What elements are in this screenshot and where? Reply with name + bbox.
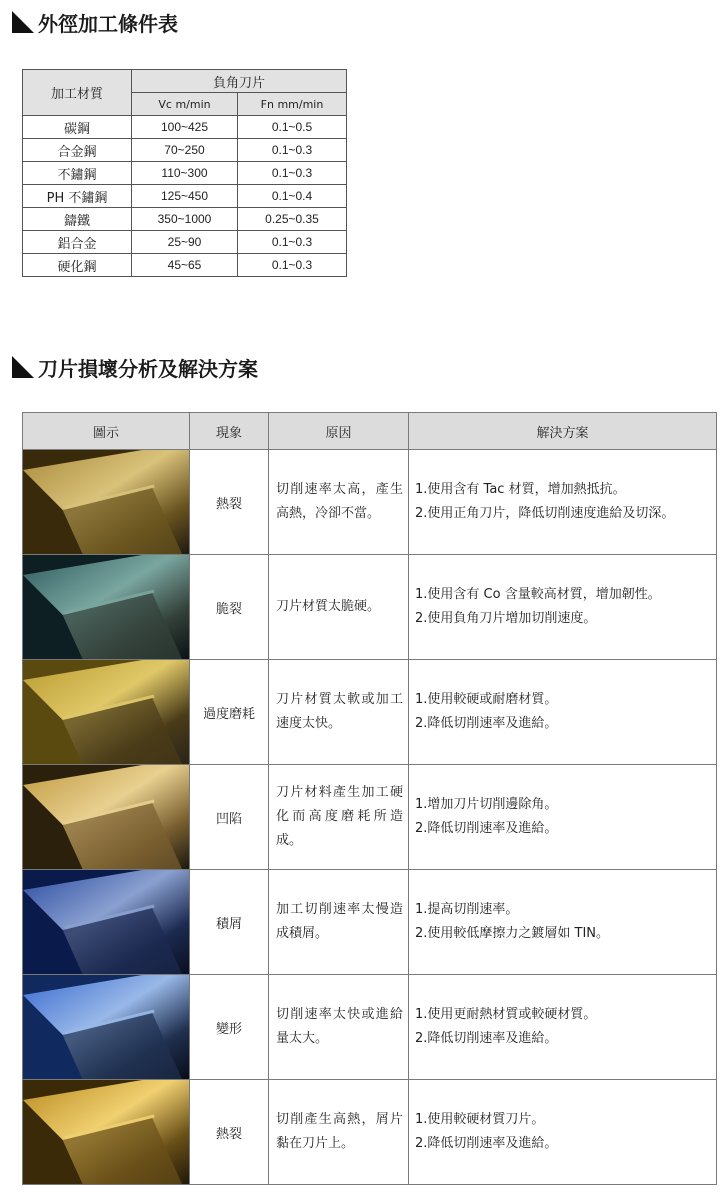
insert-photo — [23, 660, 189, 764]
insert-photo — [23, 555, 189, 659]
cause-cell: 切削速率太高，產生高熱，冷卻不當。 — [269, 450, 409, 555]
fn-cell: 0.25~0.35 — [238, 208, 347, 231]
table-row — [23, 450, 717, 555]
material-cell: 硬化鋼 — [23, 254, 132, 277]
table-row — [23, 116, 347, 139]
material-header: 加工材質 — [23, 70, 132, 116]
fn-cell: 0.1~0.3 — [238, 254, 347, 277]
solution-line: 1.提高切削速率。 — [415, 902, 519, 917]
cause-cell: 刀片材料產生加工硬化而高度磨耗所造成。 — [269, 765, 409, 870]
solution-cell — [409, 555, 717, 660]
phenomenon-cell: 熱裂 — [190, 1080, 269, 1185]
phenomenon-cell: 脆裂 — [190, 555, 269, 660]
cause-cell: 加工切削速率太慢造成積屑。 — [269, 870, 409, 975]
vc-cell: 110~300 — [132, 162, 238, 185]
solution-cell — [409, 660, 717, 765]
solution-line: 2.使用正角刀片，降低切削速度進給及切深。 — [415, 506, 675, 521]
cause-cell: 刀片材質太軟或加工速度太快。 — [269, 660, 409, 765]
fn-cell: 0.1~0.3 — [238, 139, 347, 162]
image-cell — [23, 765, 190, 870]
vc-cell: 350~1000 — [132, 208, 238, 231]
phenomenon-header: 現象 — [190, 413, 269, 450]
cause-header: 原因 — [269, 413, 409, 450]
phenomenon-cell: 凹陷 — [190, 765, 269, 870]
section-title: 外徑加工條件表 — [38, 11, 178, 36]
material-cell: 不鏽鋼 — [23, 162, 132, 185]
table-row — [23, 231, 347, 254]
image-cell — [23, 1080, 190, 1185]
fn-cell: 0.1~0.5 — [238, 116, 347, 139]
triangle-marker-icon — [12, 11, 34, 33]
fn-cell: 0.1~0.4 — [238, 185, 347, 208]
solution-line: 1.使用較硬或耐磨材質。 — [415, 692, 558, 707]
material-cell: 鑄鐵 — [23, 208, 132, 231]
fn-cell: 0.1~0.3 — [238, 231, 347, 254]
image-cell — [23, 660, 190, 765]
phenomenon-cell: 熱裂 — [190, 450, 269, 555]
table-row — [23, 1080, 717, 1185]
solution-line: 2.降低切削速率及進給。 — [415, 1136, 558, 1151]
table-row — [23, 975, 717, 1080]
cause-cell: 切削速率太快或進給量太大。 — [269, 975, 409, 1080]
cause-cell: 切削產生高熱，屑片黏在刀片上。 — [269, 1080, 409, 1185]
vc-cell: 70~250 — [132, 139, 238, 162]
image-cell — [23, 870, 190, 975]
table-row — [23, 162, 347, 185]
solution-line: 2.使用負角刀片增加切削速度。 — [415, 611, 597, 626]
material-cell: PH 不鏽鋼 — [23, 185, 132, 208]
image-cell — [23, 555, 190, 660]
phenomenon-cell: 變形 — [190, 975, 269, 1080]
solution-line: 2.降低切削速率及進給。 — [415, 1031, 558, 1046]
vc-header: Vc m/min — [132, 93, 238, 116]
table-row — [23, 870, 717, 975]
table-row — [23, 139, 347, 162]
insert-photo — [23, 1080, 189, 1184]
table-row — [23, 555, 717, 660]
vc-cell: 125~450 — [132, 185, 238, 208]
image-cell — [23, 450, 190, 555]
solution-line: 1.使用含有 Co 含量較高材質，增加韌性。 — [415, 587, 661, 602]
solution-line: 2.使用較低摩擦力之鍍層如 TIN。 — [415, 926, 610, 941]
insert-header: 負角刀片 — [132, 70, 347, 93]
section-title: 刀片損壞分析及解決方案 — [38, 356, 258, 381]
phenomenon-cell: 積屑 — [190, 870, 269, 975]
solution-cell — [409, 765, 717, 870]
damage-analysis-table — [22, 412, 717, 1185]
insert-photo — [23, 765, 189, 869]
solution-cell — [409, 870, 717, 975]
material-cell: 鋁合金 — [23, 231, 132, 254]
table-row — [23, 765, 717, 870]
fn-cell: 0.1~0.3 — [238, 162, 347, 185]
solution-cell — [409, 450, 717, 555]
solution-line: 1.使用含有 Tac 材質，增加熱抵抗。 — [415, 482, 626, 497]
table-row — [23, 185, 347, 208]
triangle-marker-icon — [12, 356, 34, 378]
section-heading-cutting-conditions — [12, 6, 178, 38]
solution-line: 2.降低切削速率及進給。 — [415, 716, 558, 731]
phenomenon-cell: 過度磨耗 — [190, 660, 269, 765]
cutting-conditions-table — [22, 69, 347, 277]
vc-cell: 100~425 — [132, 116, 238, 139]
table-row — [23, 660, 717, 765]
solution-line: 1.使用較硬材質刀片。 — [415, 1112, 545, 1127]
solution-line: 1.增加刀片切削邊除角。 — [415, 797, 558, 812]
vc-cell: 45~65 — [132, 254, 238, 277]
fn-header: Fn mm/min — [238, 93, 347, 116]
solution-header: 解決方案 — [409, 413, 717, 450]
cause-cell: 刀片材質太脆硬。 — [269, 555, 409, 660]
material-cell: 碳鋼 — [23, 116, 132, 139]
table-row — [23, 208, 347, 231]
image-header: 圖示 — [23, 413, 190, 450]
image-cell — [23, 975, 190, 1080]
solution-cell — [409, 975, 717, 1080]
insert-photo — [23, 870, 189, 974]
table-row — [23, 254, 347, 277]
vc-cell: 25~90 — [132, 231, 238, 254]
solution-line: 1.使用更耐熱材質或較硬材質。 — [415, 1007, 597, 1022]
insert-photo — [23, 975, 189, 1079]
solution-line: 2.降低切削速率及進給。 — [415, 821, 558, 836]
insert-photo — [23, 450, 189, 554]
solution-cell — [409, 1080, 717, 1185]
material-cell: 合金鋼 — [23, 139, 132, 162]
section-heading-damage-analysis — [12, 351, 258, 383]
